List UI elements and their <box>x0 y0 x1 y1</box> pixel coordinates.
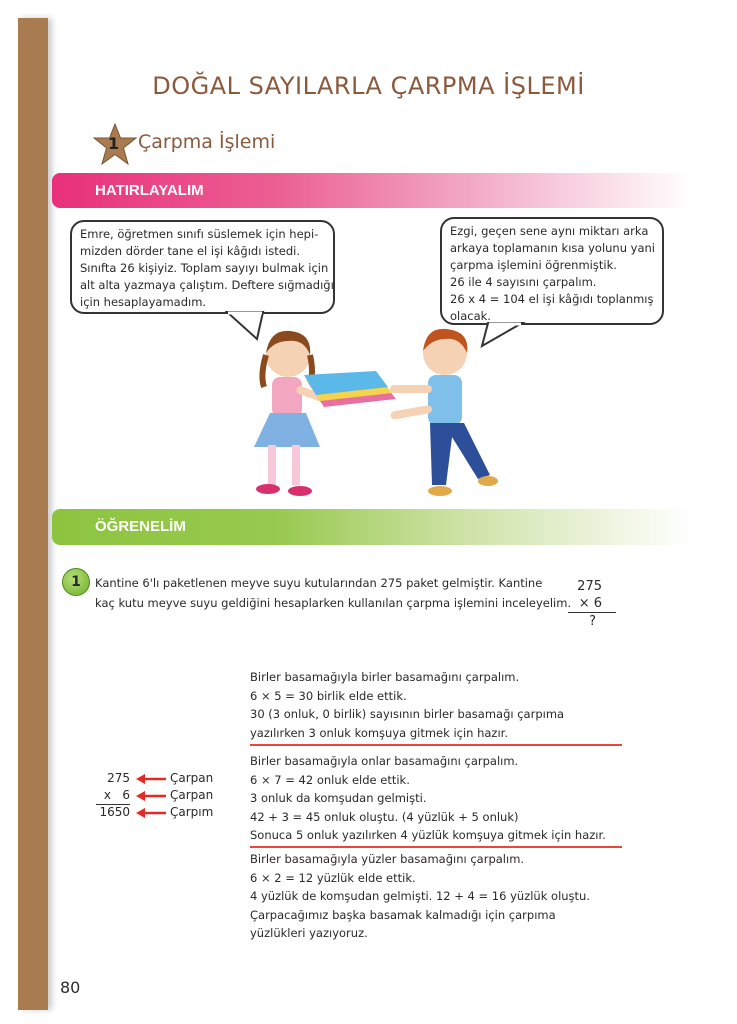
labeled-calculation <box>96 770 213 821</box>
bubble-line: arkaya toplamanın kısa yolunu yani <box>450 241 655 255</box>
bubble-line: için hesaplayamadım. <box>80 295 207 309</box>
calc-multiplier: × 6 <box>568 595 616 613</box>
bubble-line: olacak. <box>450 309 491 323</box>
calc-row <box>96 787 213 804</box>
step-line: 6 × 5 = 30 birlik elde ettik. <box>250 688 407 703</box>
learn-banner: ÖĞRENELİM <box>52 509 692 545</box>
bubble-line: alt alta yazmaya çalıştım. Deftere sığmadığı <box>80 278 334 292</box>
step-line: Birler basamağıyla onlar basamağını çarpalım. <box>250 754 519 768</box>
step-line: yazılırken 3 onluk komşuya gitmek için hazır. <box>250 725 508 740</box>
calc-row <box>96 770 213 787</box>
children-illustration <box>220 325 520 505</box>
bubble-line: mizden dörder tane el işi kâğıdı istedi. <box>80 244 300 258</box>
page-title: DOĞAL SAYILARLA ÇARPMA İŞLEMİ <box>152 72 585 100</box>
calc-label: Çarpım <box>170 805 214 819</box>
red-arrow-icon <box>136 808 166 818</box>
bubble-line: 26 ile 4 sayısını çarpalım. <box>450 275 597 289</box>
calc-label: Çarpan <box>170 771 214 785</box>
calc-label: Çarpan <box>170 788 214 802</box>
divider <box>250 846 622 848</box>
step-line: yüzlükleri yazıyoruz. <box>250 926 368 940</box>
bubble-line: 26 x 4 = 104 el işi kâğıdı toplanmış <box>450 292 654 306</box>
step-line: Birler basamağıyla yüzler basamağını çarpalım. <box>250 852 525 866</box>
step-line: 6 × 7 = 42 onluk elde ettik. <box>250 772 410 787</box>
question-number-badge: 1 <box>62 568 90 596</box>
red-arrow-icon <box>136 774 166 784</box>
page-number: 80 <box>60 978 81 997</box>
step-line: 30 (3 onluk, 0 birlik) sayısının birler basamağı çarpıma <box>250 707 565 721</box>
step-line: Çarpacağımız başka basamak kalmadığı için çarpıma <box>250 907 556 922</box>
calc-result: ? <box>589 614 596 629</box>
question-calculation <box>568 578 616 630</box>
step-line: Sonuca 5 onluk yazılırken 4 yüzlük komşuya gitmek için hazır. <box>250 828 606 842</box>
bubble-line: Emre, öğretmen sınıfı süslemek için hepi- <box>80 227 319 241</box>
calc-value: x 6 <box>96 787 130 805</box>
remember-banner: HATIRLAYALIM <box>52 173 692 208</box>
bubble-line: Sınıfta 26 kişiyiz. Toplam sayıyı bulmak için <box>80 261 329 275</box>
step-hundreds <box>250 850 590 943</box>
divider <box>250 744 622 746</box>
calc-value: 275 <box>107 771 130 785</box>
section-heading: Çarpma İşlemi <box>138 131 276 153</box>
question-text <box>95 573 571 613</box>
calc-value: 1650 <box>99 805 130 819</box>
step-line: 42 + 3 = 45 onluk oluştu. (4 yüzlük + 5 onluk) <box>250 809 519 824</box>
calc-row <box>96 804 213 821</box>
bubble-line: Ezgi, geçen sene aynı miktarı arka <box>450 224 649 238</box>
step-line: 4 yüzlük de komşudan gelmişti. 12 + 4 = 16 yüzlük oluştu. <box>250 889 590 903</box>
step-line: 6 × 2 = 12 yüzlük elde ettik. <box>250 870 416 885</box>
section-number: 1 <box>108 134 120 153</box>
step-tens <box>250 752 606 845</box>
step-line: Birler basamağıyla birler basamağını çarpalım. <box>250 670 520 684</box>
question-line: kaç kutu meyve suyu geldiğini hesaplarken kullanılan çarpma işlemini inceleyelim. <box>95 596 572 610</box>
bubble-line: çarpma işlemini öğrenmiştik. <box>450 258 617 272</box>
question-line: Kantine 6'lı paketlenen meyve suyu kutularından 275 paket gelmiştir. Kantine <box>95 576 543 590</box>
page-spine <box>18 18 48 1010</box>
step-line: 3 onluk da komşudan gelmişti. <box>250 791 427 805</box>
step-ones <box>250 668 564 742</box>
red-arrow-icon <box>136 791 166 801</box>
calc-multiplicand: 275 <box>577 579 602 594</box>
speech-bubble-left <box>70 220 335 314</box>
speech-bubble-right <box>440 217 664 325</box>
